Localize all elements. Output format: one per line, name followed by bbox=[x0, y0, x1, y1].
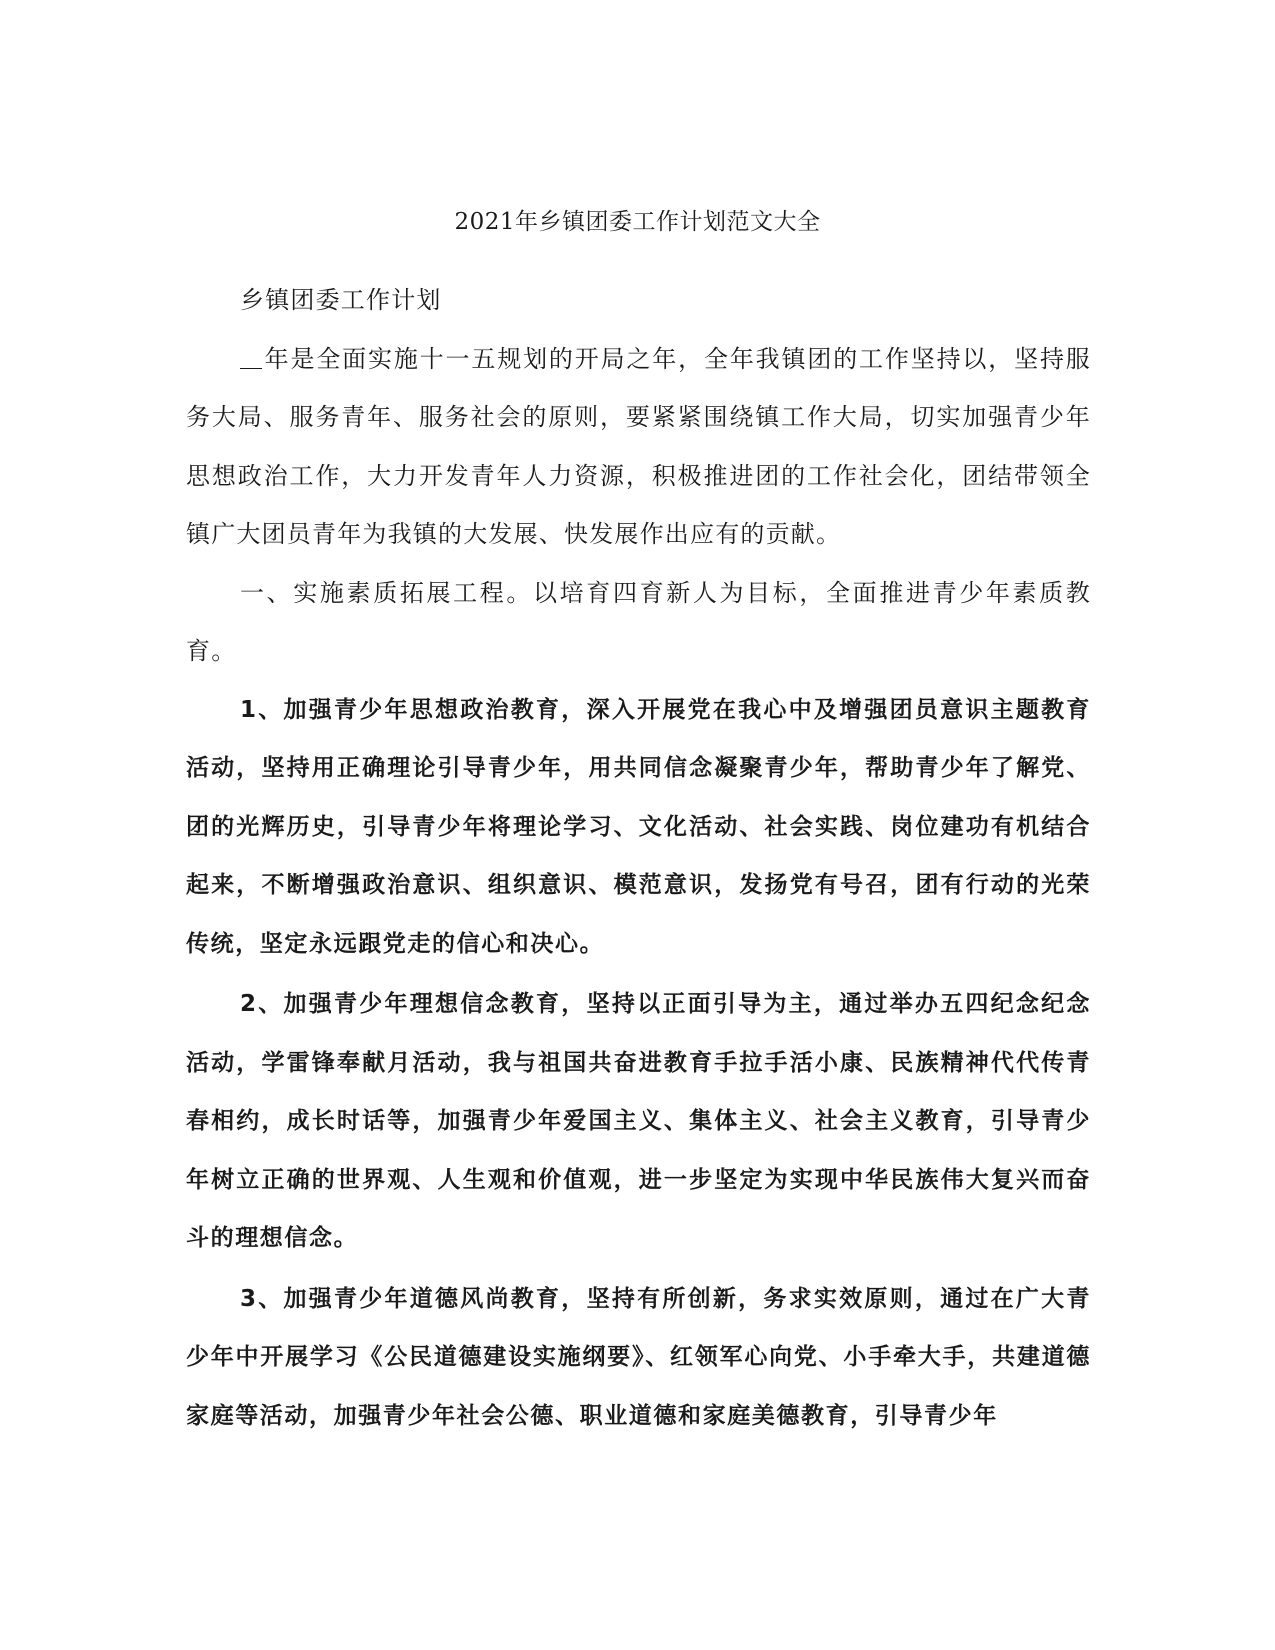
item-1-paragraph: 1、加强青少年思想政治教育，深入开展党在我心中及增强团员意识主题教育活动，坚持用正确理论引导青少年，用共同信念凝聚青少年，帮助青少年了解党、团的光辉历史，引导青少年将理论学习、文化活动、社会实践、岗位建功有机结合起来，不断增强政治意识、组织意识、模范意识，发扬党有号召，团有行动的光荣传统，坚定永远跟党走的信心和决心。 bbox=[186, 696, 1091, 957]
document-title: 2021年乡镇团委工作计划范文大全 bbox=[454, 209, 821, 235]
intro-paragraph bbox=[186, 330, 1091, 564]
item-2-paragraph: 2、加强青少年理想信念教育，坚持以正面引导为主，通过举办五四纪念纪念活动，学雷锋奉献月活动，我与祖国共奋进教育手拉手活小康、民族精神代代传青春相约，成长时话等，加强青少年爱国主义、集体主义、社会主义教育，引导青少年树立正确的世界观、人生观和价值观，进一步坚定为实现中华民族伟大复兴而奋斗的理想信念。 bbox=[186, 991, 1091, 1251]
section-1-paragraph: 一、实施素质拓展工程。以培育四育新人为目标，全面推进青少年素质教育。 bbox=[186, 578, 1091, 665]
subtitle-paragraph: 乡镇团委工作计划 bbox=[240, 286, 442, 314]
item-3-paragraph: 3、加强青少年道德风尚教育，坚持有所创新，务求实效原则，通过在广大青少年中开展学习《公民道德建设实施纲要》、红领军心向党、小手牵大手，共建道德家庭等活动，加强青少年社会公德、职业道德和家庭美德教育，引导青少年 bbox=[186, 1285, 1091, 1429]
intro-text: 年是全面实施十一五规划的开局之年，全年我镇团的工作坚持以，坚持服务大局、服务青年、服务社会的原则，要紧紧围绕镇工作大局，切实加强青少年思想政治工作，大力开发青年人力资源，积极推进团的工作社会化，团结带领全镇广大团员青年为我镇的大发展、快发展作出应有的贡献。 bbox=[186, 344, 1091, 548]
document-body bbox=[186, 271, 1091, 1445]
fill-in-blank bbox=[240, 346, 262, 369]
